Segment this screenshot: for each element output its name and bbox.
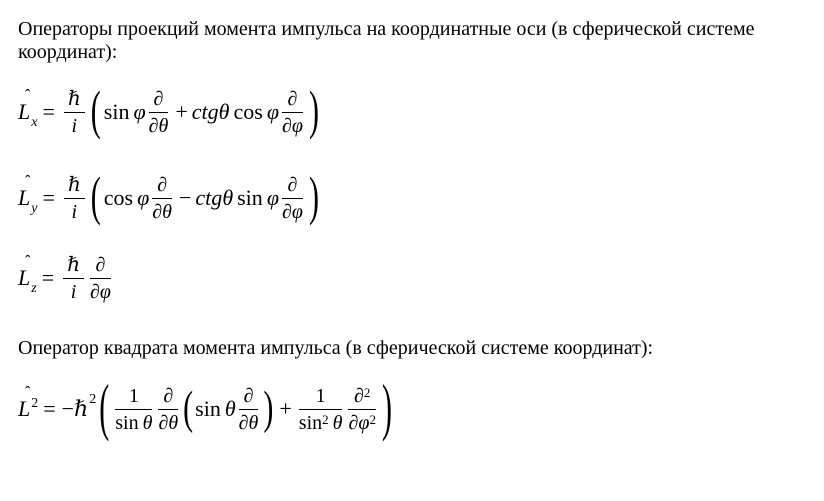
subscript-z: z bbox=[31, 281, 37, 296]
partial-symbol: ∂ bbox=[287, 88, 298, 110]
subscript-x: x bbox=[31, 115, 38, 130]
L-symbol: L bbox=[18, 185, 31, 210]
partial-symbol: ∂ bbox=[287, 174, 298, 196]
sin-function: sin bbox=[298, 412, 323, 434]
partial-symbol: ∂ bbox=[354, 385, 364, 407]
equals-sign: = bbox=[42, 99, 55, 124]
minus-operator: − bbox=[179, 185, 192, 210]
phi-variable: φ bbox=[266, 185, 279, 210]
right-paren-inner: ) bbox=[263, 382, 274, 434]
operator-L-hat-squared bbox=[18, 384, 39, 422]
ctg-function: ctg bbox=[191, 99, 219, 124]
numerator-one: 1 bbox=[299, 384, 343, 410]
theta-variable: θ bbox=[248, 412, 259, 434]
partial-theta-fraction bbox=[152, 173, 172, 223]
sin-function: sin bbox=[115, 412, 139, 434]
formula-Ly bbox=[18, 166, 796, 230]
theta-variable: θ bbox=[158, 115, 169, 137]
superscript-2: 2 bbox=[369, 412, 376, 427]
sin-function: sin bbox=[103, 99, 130, 124]
second-partial-phi-fraction bbox=[348, 384, 375, 434]
sin-function: sin bbox=[237, 185, 263, 210]
imaginary-unit: i bbox=[71, 115, 78, 137]
hbar-symbol: ℏ bbox=[64, 173, 85, 199]
left-paren: ( bbox=[90, 81, 101, 141]
ctg-function: ctg bbox=[195, 185, 223, 210]
right-paren: ) bbox=[308, 167, 319, 227]
superscript-2: 2 bbox=[89, 392, 97, 407]
left-paren: ( bbox=[90, 167, 101, 227]
phi-variable: φ bbox=[266, 99, 279, 124]
one-over-sin-squared-theta-fraction bbox=[299, 384, 343, 434]
operator-L-hat-y bbox=[18, 173, 38, 216]
partial-symbol: ∂ bbox=[158, 412, 169, 434]
partial-symbol: ∂ bbox=[238, 412, 249, 434]
hat-accent-icon: ˆ bbox=[25, 87, 31, 104]
theta-variable: θ bbox=[142, 412, 153, 434]
minus-sign: − bbox=[61, 396, 75, 421]
plus-operator: + bbox=[175, 99, 188, 124]
partial-theta-fraction bbox=[149, 87, 169, 137]
equals-sign: = bbox=[41, 265, 55, 290]
right-paren-outer: ) bbox=[381, 373, 392, 443]
heading-line1: Операторы проекций момента импульса на координатные оси (в сферической системе bbox=[18, 18, 755, 40]
hbar-symbol: ℏ bbox=[74, 396, 89, 421]
partial-symbol: ∂ bbox=[281, 115, 292, 137]
partial-symbol: ∂ bbox=[163, 385, 174, 407]
subscript-y: y bbox=[31, 201, 38, 216]
sin-function: sin bbox=[195, 396, 221, 421]
phi-variable: φ bbox=[133, 99, 146, 124]
partial-symbol: ∂ bbox=[152, 201, 163, 223]
partial-symbol: ∂ bbox=[348, 412, 359, 434]
equals-sign: = bbox=[42, 185, 55, 210]
heading-line2: координат): bbox=[18, 41, 118, 63]
cos-function: cos bbox=[103, 185, 134, 210]
phi-variable: φ bbox=[358, 412, 370, 434]
hbar-over-i-fraction bbox=[63, 253, 84, 303]
partial-symbol: ∂ bbox=[153, 88, 164, 110]
cos-function: cos bbox=[233, 99, 263, 124]
superscript-2: 2 bbox=[31, 396, 39, 411]
L-symbol: L bbox=[18, 396, 31, 421]
partial-theta-fraction bbox=[239, 384, 259, 434]
partial-symbol: ∂ bbox=[243, 385, 254, 407]
partial-theta-fraction bbox=[158, 384, 178, 434]
theta-variable: θ bbox=[218, 99, 230, 124]
equals-sign: = bbox=[43, 396, 56, 421]
theta-variable: θ bbox=[162, 201, 172, 223]
partial-symbol: ∂ bbox=[95, 254, 106, 276]
phi-variable: φ bbox=[291, 201, 303, 223]
partial-symbol: ∂ bbox=[281, 201, 292, 223]
L-symbol: L bbox=[18, 99, 31, 124]
theta-variable: θ bbox=[332, 412, 343, 434]
formula-Lz bbox=[18, 250, 796, 306]
operator-L-hat-x bbox=[18, 87, 38, 130]
superscript-2: 2 bbox=[363, 385, 371, 400]
hat-accent-icon: ˆ bbox=[25, 253, 31, 270]
hat-accent-icon: ˆ bbox=[25, 384, 31, 401]
phi-variable: φ bbox=[99, 281, 111, 303]
left-paren-outer: ( bbox=[99, 373, 110, 443]
one-over-sin-theta-fraction bbox=[115, 384, 152, 434]
formula-Lx bbox=[18, 80, 796, 144]
partial-phi-fraction bbox=[90, 253, 111, 303]
hbar-over-i-fraction bbox=[64, 173, 85, 223]
hbar-over-i-fraction bbox=[64, 87, 85, 137]
L-symbol: L bbox=[18, 265, 31, 290]
superscript-2: 2 bbox=[322, 412, 329, 427]
hat-accent-icon: ˆ bbox=[25, 173, 31, 190]
plus-operator: + bbox=[279, 396, 292, 421]
phi-variable: φ bbox=[137, 185, 150, 210]
theta-variable: θ bbox=[168, 412, 179, 434]
operator-L-hat-z bbox=[18, 253, 37, 296]
left-paren-inner: ( bbox=[183, 382, 194, 434]
theta-variable: θ bbox=[222, 185, 234, 210]
partial-phi-fraction bbox=[282, 87, 303, 137]
heading-projection-operators bbox=[18, 18, 796, 64]
right-paren: ) bbox=[308, 81, 319, 141]
imaginary-unit: i bbox=[70, 281, 77, 303]
partial-symbol: ∂ bbox=[90, 281, 100, 303]
numerator-one: 1 bbox=[115, 384, 152, 410]
partial-symbol: ∂ bbox=[148, 115, 159, 137]
heading-squared-operator: Оператор квадрата момента импульса (в сферической системе координат): bbox=[18, 337, 654, 359]
hbar-symbol: ℏ bbox=[64, 87, 85, 113]
hbar-symbol: ℏ bbox=[63, 253, 84, 279]
partial-symbol: ∂ bbox=[157, 174, 168, 196]
theta-variable: θ bbox=[224, 396, 236, 421]
partial-phi-fraction bbox=[282, 173, 303, 223]
phi-variable: φ bbox=[291, 115, 303, 137]
imaginary-unit: i bbox=[71, 201, 78, 223]
formula-L-squared bbox=[18, 374, 796, 444]
